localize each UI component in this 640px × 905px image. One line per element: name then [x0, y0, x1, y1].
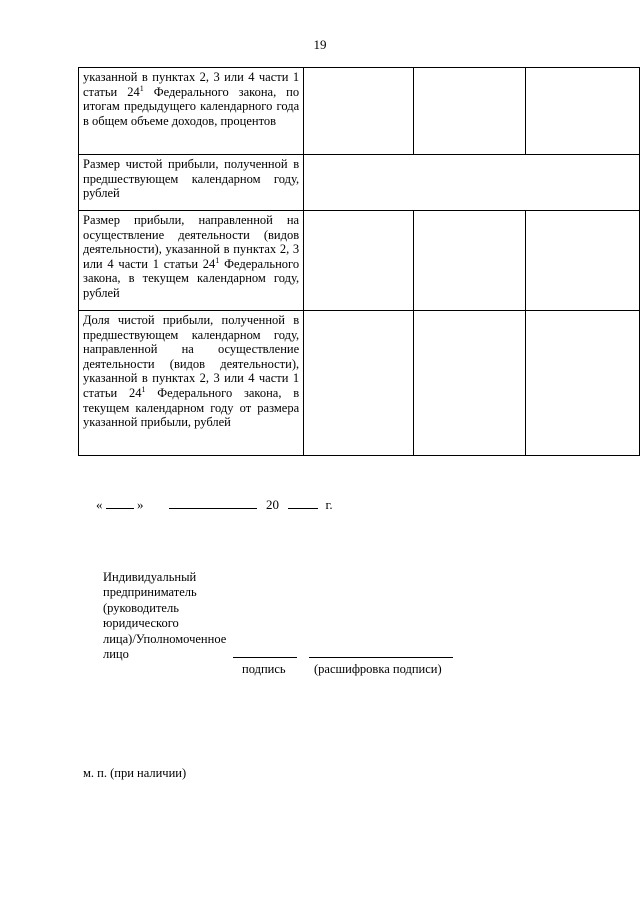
row-description: Размер прибыли, направленной на осуществление деятельности (видов деятельности), указанной в пунктах 2, 3 или 4 части 1 статьи $24^1$ Федерального закона, в текущем календарном году, рублей	[79, 211, 304, 311]
signature-decoding-line[interactable]	[309, 657, 453, 658]
row-description: Размер чистой прибыли, полученной в предшествующем календарном году, рублей	[79, 155, 304, 211]
table-row	[79, 68, 640, 155]
table-row	[79, 155, 640, 211]
form-table	[78, 67, 640, 456]
value-cell[interactable]	[526, 211, 640, 311]
value-cell[interactable]	[526, 311, 640, 456]
page-number: 19	[313, 37, 327, 52]
table-row	[79, 311, 640, 456]
value-cell[interactable]	[304, 155, 640, 211]
day-blank[interactable]	[106, 497, 134, 509]
table-row	[79, 211, 640, 311]
value-cell[interactable]	[526, 68, 640, 155]
row-description: указанной в пунктах 2, 3 или 4 части 1 статьи $24^1$ Федерального закона, по итогам предыдущего календарного года в общем объеме доходов, процентов	[79, 68, 304, 155]
month-blank[interactable]	[169, 497, 257, 509]
year-blank[interactable]	[288, 497, 318, 509]
signature-line[interactable]	[233, 657, 297, 658]
value-cell[interactable]	[414, 311, 526, 456]
value-cell[interactable]	[304, 311, 414, 456]
value-cell[interactable]	[304, 211, 414, 311]
stamp-note: м. п. (при наличии)	[83, 766, 187, 780]
signature-decoding-caption: (расшифровка подписи)	[314, 662, 442, 676]
value-cell[interactable]	[414, 68, 526, 155]
signature-caption: подпись	[242, 662, 286, 676]
value-cell[interactable]	[304, 68, 414, 155]
value-cell[interactable]	[414, 211, 526, 311]
signatory-label: Индивидуальный предприниматель (руководитель юридического лица)/Уполномоченное лицо	[103, 570, 227, 662]
date-line: « » 20 г.	[96, 497, 333, 512]
row-description: Доля чистой прибыли, полученной в предшествующем календарном году, направленной на осуществление деятельности (видов деятельности), указанной в пунктах 2, 3 или 4 части 1 статьи $24^1$ Федерального закона, в текущем календарном году от размера указанной прибыли, рублей	[79, 311, 304, 456]
